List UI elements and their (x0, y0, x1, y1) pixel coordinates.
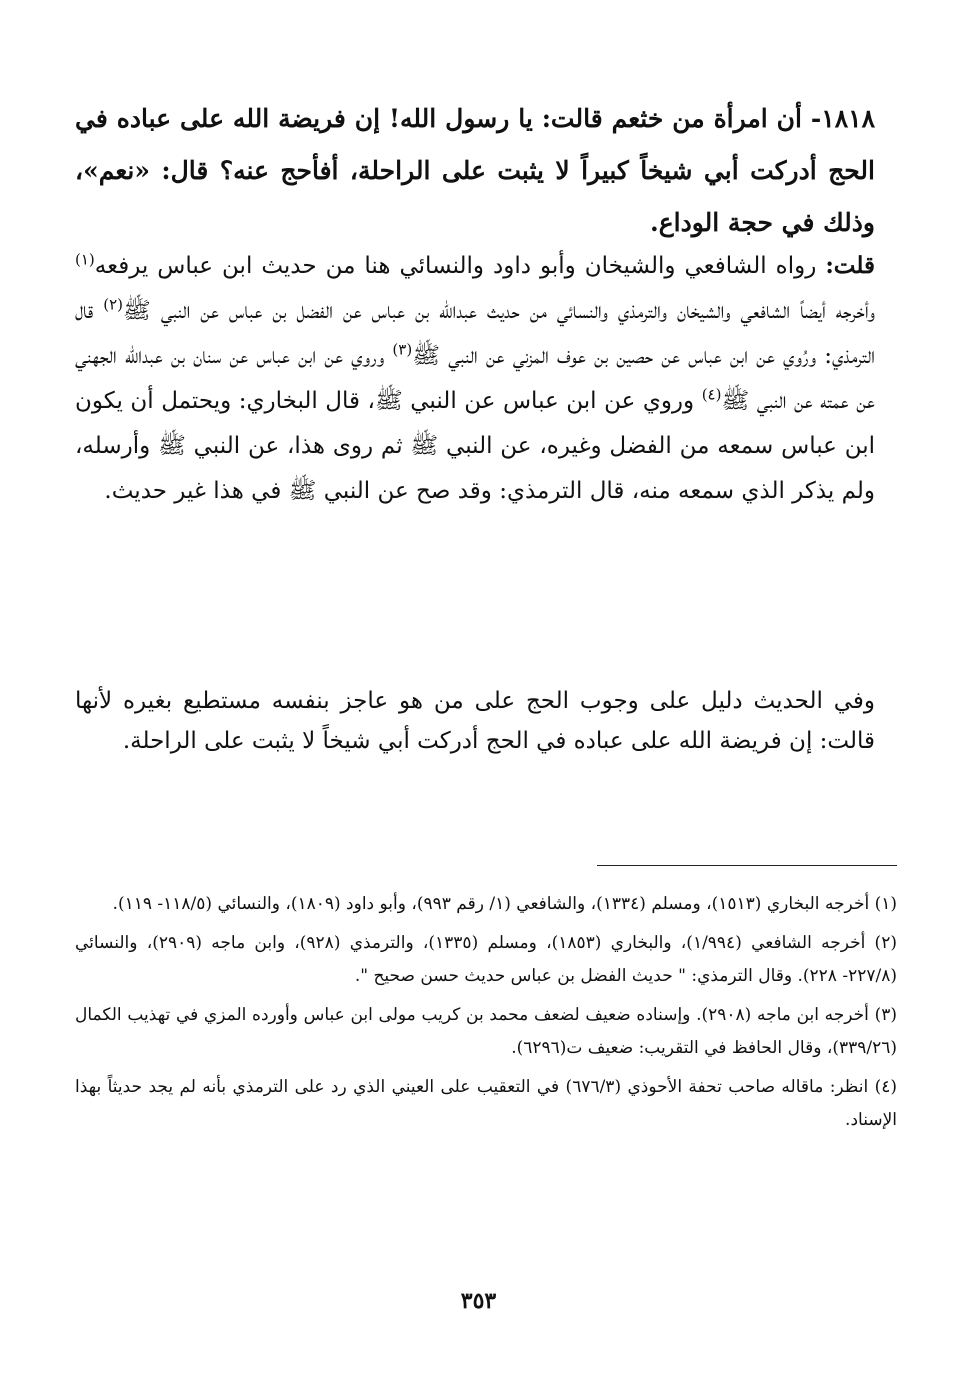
footnote-ref-3: (٣) (392, 340, 413, 359)
commentary-text-1: رواه الشافعي والشيخان وأبو داود والنسائي هنا من حديث ابن عباس يرفعه (94, 253, 817, 279)
commentary-text-4: وروي عن ابن عباس عن سنان بن عبدالله الجهني عن عمته عن النبي ﷺ (75, 343, 876, 414)
footnotes (75, 888, 897, 1143)
commentary-text-3: قال الترمذي: ورُوي عن ابن عباس عن حصين بن عوف المزني عن النبي ﷺ (75, 298, 875, 369)
commentary-label: قلت: (825, 252, 875, 279)
footnote-ref-4: (٤) (701, 385, 722, 404)
footnote-3: (٣) أخرجه ابن ماجه (٢٩٠٨). وإسناده ضعيف لضعف محمد بن كريب مولى ابن عباس وأورده المزي في تهذيب الكمال (٣٣٩/٢٦)، وقال الحافظ في التقريب: ضعيف ت(٦٢٩٦). (75, 1005, 897, 1058)
footnote-4: (٤) انظر: ماقاله صاحب تحفة الأحوذي (٦٧٦/٣) في التعقيب على العيني الذي رد على الترمذي بأنه لم يجد حديثاً بهذا الإسناد. (75, 1077, 897, 1130)
page-number: ٣٥٣ (460, 1288, 497, 1314)
footnote-1: (١) أخرجه البخاري (١٥١٣)، ومسلم (١٣٣٤)، والشافعي (١/ رقم ٩٩٣)، وأبو داود (١٨٠٩)، والنسائي (١١٨/٥- ١١٩). (112, 894, 897, 914)
footnote-ref-1: (١) (75, 250, 95, 269)
footnote-2: (٢) أخرجه الشافعي (١/٩٩٤)، والبخاري (١٨٥٣)، ومسلم (١٣٣٥)، والترمذي (٩٢٨)، وابن ماجه (٢٩٠٩)، والنسائي (٢٢٧/٨- ٢٢٨). وقال الترمذي: " حديث الفضل بن عباس حديث حسن صحيح ". (75, 933, 897, 986)
footnote-ref-2: (٢) (103, 295, 124, 314)
commentary-text-2: وأخرجه أيضاً الشافعي والشيخان والترمذي والنسائي من حديث عبدالله بن عباس عن الفضل بن عباس عن النبي ﷺ (123, 298, 876, 324)
footnote-divider (597, 865, 897, 866)
commentary-paragraph (75, 243, 875, 514)
hadith-text: ١٨١٨- أن امرأة من خثعم قالت: يا رسول الله! إن فريضة الله على عباده في الحج أدركت أبي شيخاً كبيراً لا يثبت على الراحلة، أفأحج عنه؟ قال: «نعم»، وذلك في حجة الوداع. (75, 104, 875, 237)
jurisprudence-point: وفي الحديث دليل على وجوب الحج على من هو عاجز بنفسه مستطيع بغيره لأنها قالت: إن فريضة الله على عباده في الحج أدركت أبي شيخاً لا يثبت على الراحلة. (75, 688, 875, 754)
commentary-text-5: وروي عن ابن عباس عن النبي ﷺ، قال البخاري: ويحتمل أن يكون ابن عباس سمعه من الفضل وغيره، عن النبي ﷺ ثم روى هذا، عن النبي ﷺ وأرسله، ولم يذكر الذي سمعه منه، قال الترمذي: وقد صح عن النبي ﷺ في هذا غير حديث. (75, 388, 875, 504)
